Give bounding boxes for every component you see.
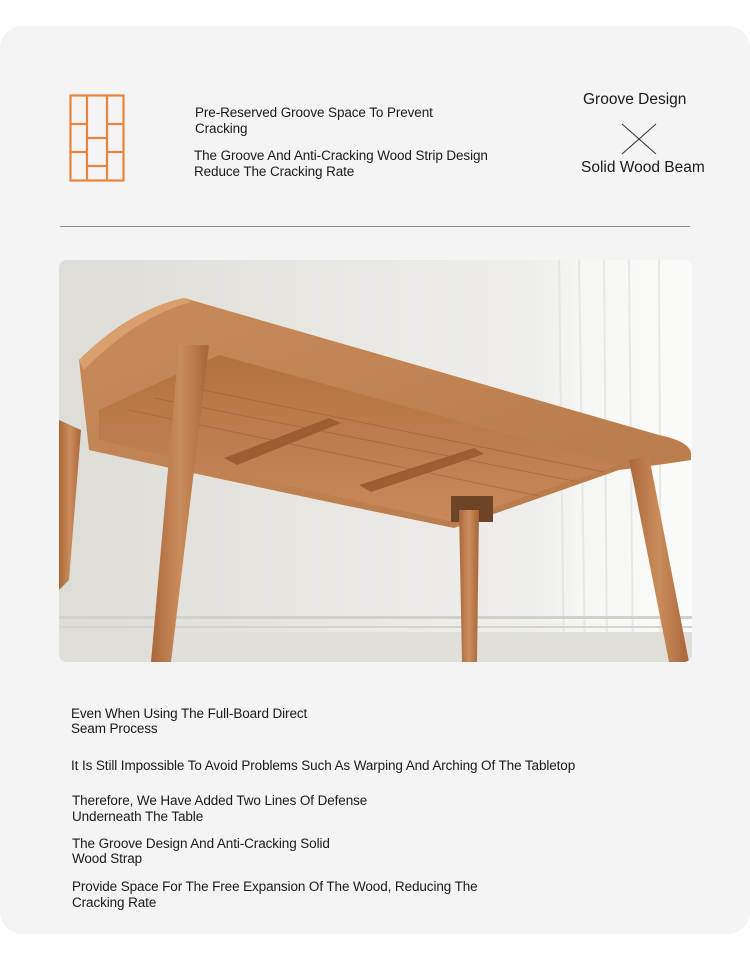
orange-lattice-icon [69,94,125,182]
p5-line-1: Provide Space For The Free Expansion Of The Wood, Reducing The [72,879,478,894]
groove-design-label: Groove Design [583,91,687,108]
header-line-2: Cracking [195,121,248,136]
p1-line-2: Seam Process [71,721,158,736]
p2-line: It Is Still Impossible To Avoid Problems Such As Warping And Arching Of The Tabletop [71,758,576,773]
cross-icon [620,122,658,156]
p3-line-1: Therefore, We Have Added Two Lines Of Defense [72,793,368,808]
p4-line-2: Wood Strap [72,851,143,866]
header-line-3: The Groove And Anti-Cracking Wood Strip Design [194,148,488,163]
p1-line-1: Even When Using The Full-Board Direct [71,706,308,721]
header-line-4: Reduce The Cracking Rate [194,164,355,179]
header-line-1: Pre-Reserved Groove Space To Prevent [195,105,433,120]
p5-line-2: Cracking Rate [72,895,157,910]
p3-line-2: Underneath The Table [72,809,204,824]
solid-wood-beam-label: Solid Wood Beam [581,159,705,176]
divider [60,226,690,227]
table-underside-photo [59,260,692,662]
p4-line-1: The Groove Design And Anti-Cracking Solid [72,836,330,851]
